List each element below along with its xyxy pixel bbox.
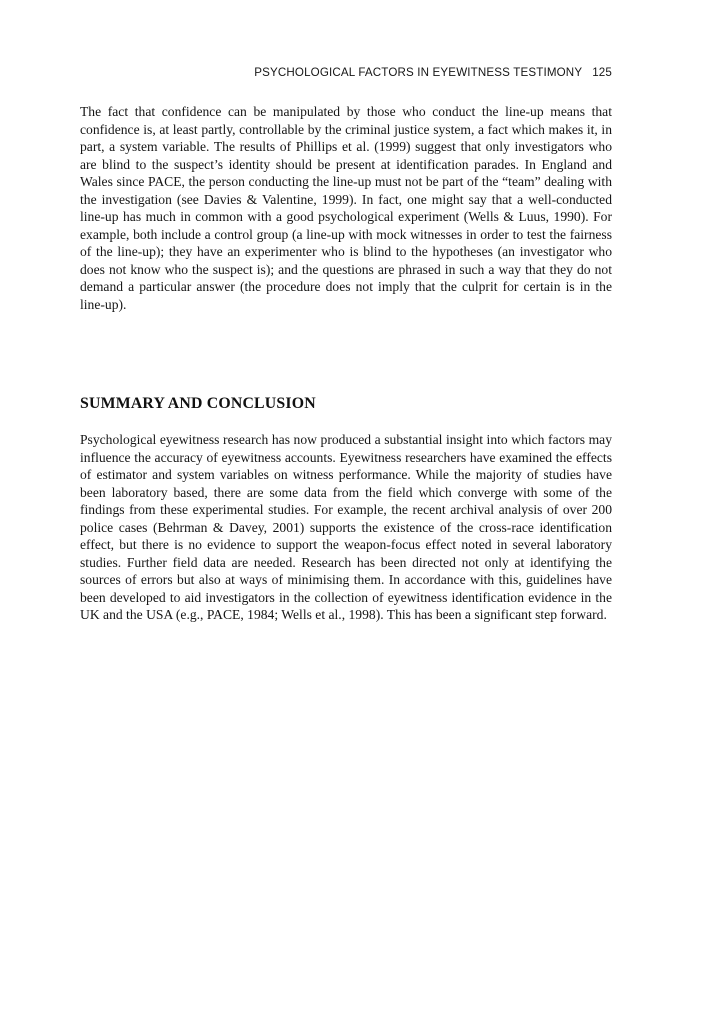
page-number: 125 xyxy=(592,66,612,79)
body-paragraph-summary: Psychological eyewitness research has now produced a substantial insight into which factors may influence the accuracy of eyewitness accounts. Eyewitness researchers have examined the effects of estimator and system variables on witness performance. While the majority of studies have been laboratory based, there are some data from the field which converge with some of the findings from these experimental studies. For example, the recent archival analysis of over 200 police cases (Behrman & Davey, 2001) supports the existence of the cross-race identification effect, but there is no evidence to support the weapon-focus effect noted in several laboratory studies. Further field data are needed. Research has been directed not only at identifying the sources of errors but also at ways of minimising them. In accordance with this, guidelines have been developed to aid investigators in the collection of eyewitness identification evidence in the UK and the USA (e.g., PACE, 1984; Wells et al., 1998). This has been a significant step forward. xyxy=(80,432,612,623)
body-paragraph-line-up-confidence: The fact that confidence can be manipulated by those who conduct the line-up means that confidence is, at least partly, controllable by the criminal justice system, a fact which makes it, in part, a system variable. The results of Phillips et al. (1999) suggest that only investigators who are blind to the suspect’s identity should be present at identification parades. In England and Wales since PACE, the person conducting the line-up must not be part of the “team” dealing with the investigation (see Davies & Valentine, 1999). In fact, one might say that a well-conducted line-up has much in common with a good psychological experiment (Wells & Luus, 1990). For example, both include a control group (a line-up with mock witnesses in order to test the fairness of the line-up); they have an experimenter who is blind to the hypotheses (an investigator who does not know who the suspect is); and the questions are phrased in such a way that they do not demand a particular answer (the procedure does not imply that the culprit for certain is in the line-up). xyxy=(80,104,612,313)
running-header xyxy=(254,66,612,79)
running-title: PSYCHOLOGICAL FACTORS IN EYEWITNESS TESTIMONY xyxy=(254,66,583,79)
section-heading-summary: SUMMARY AND CONCLUSION xyxy=(80,395,316,412)
